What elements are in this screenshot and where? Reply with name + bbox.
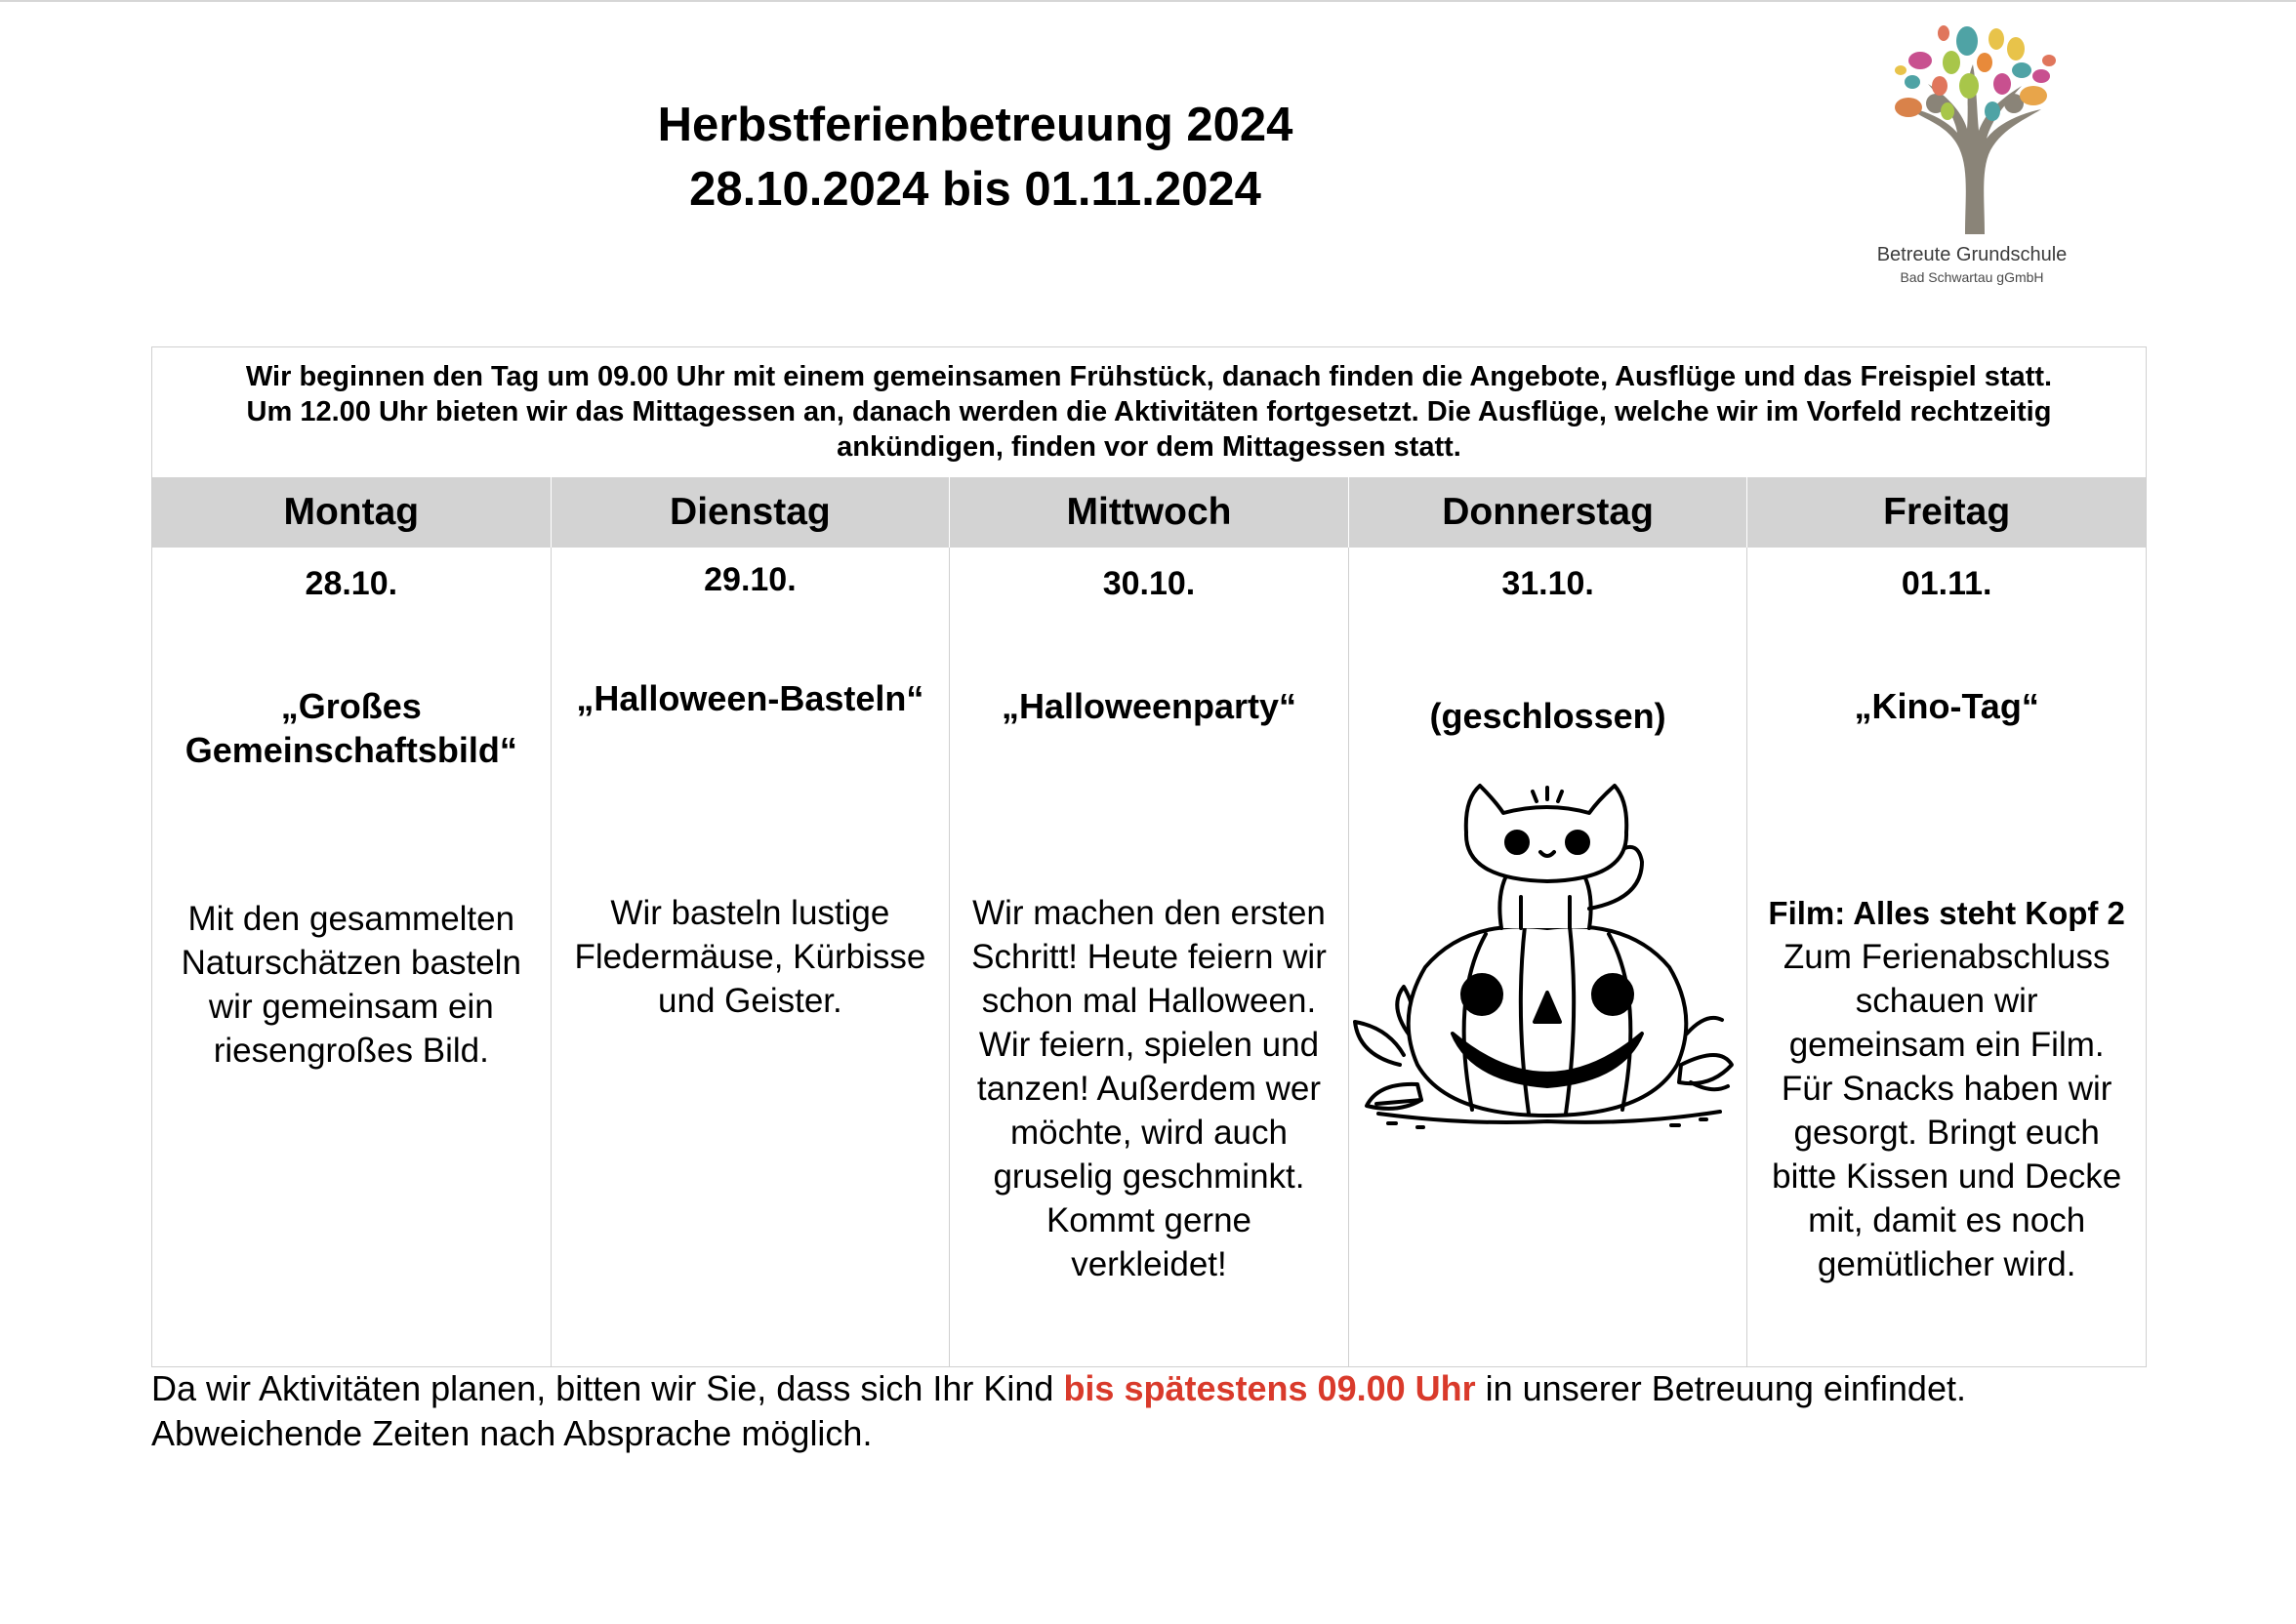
description-line: riesengroßes Bild.: [213, 1032, 489, 1070]
description-line: Mit den gesammelten: [187, 900, 515, 938]
description-line: wir gemeinsam ein: [208, 988, 494, 1026]
activity-title-line: (geschlossen): [1429, 696, 1666, 736]
footer-text: in unserer Betreuung einfindet.: [1475, 1368, 1966, 1408]
logo-subtitle: Bad Schwartau gGmbH: [1900, 269, 2044, 285]
day-date: 29.10.: [704, 561, 797, 598]
footer-highlight: bis spätestens 09.00 Uhr: [1063, 1368, 1476, 1408]
top-rule: [0, 0, 2296, 2]
page-subtitle-dates: 28.10.2024 bis 01.11.2024: [689, 163, 1261, 216]
activity-title-line: „Halloweenparty“: [1001, 686, 1297, 726]
intro-line: ankündigen, finden vor dem Mittagessen statt.: [837, 431, 1461, 463]
activity-title-line: „Großes: [280, 686, 422, 726]
description-line: Wir machen den ersten: [972, 894, 1326, 932]
activity-description: [1753, 891, 2140, 1286]
description-line: bitte Kissen und Decke: [1772, 1157, 2122, 1196]
description-line: Fledermäuse, Kürbisse: [574, 938, 926, 976]
weekday-header: Mittwoch: [950, 477, 1349, 548]
description-line: gemeinsam ein Film.: [1788, 1026, 2105, 1064]
description-line: mit, damit es noch: [1808, 1201, 2086, 1239]
activity-title: [950, 684, 1348, 728]
weekday-header-row: [152, 477, 2146, 548]
footer-line-2: Abweichende Zeiten nach Absprache möglich.: [151, 1413, 873, 1453]
activity-title-line: „Halloween-Basteln“: [576, 678, 924, 718]
activity-title: [1747, 684, 2146, 728]
activity-title-line: „Kino-Tag“: [1854, 686, 2039, 726]
activity-description: [158, 897, 545, 1073]
description-line: Kommt gerne: [1046, 1201, 1252, 1239]
day-date: 28.10.: [305, 565, 398, 602]
day-date: 30.10.: [1102, 565, 1196, 602]
day-cell-mittwoch: [950, 548, 1349, 1366]
description-line: schon mal Halloween.: [981, 982, 1317, 1020]
day-date: 31.10.: [1501, 565, 1594, 602]
description-line: Naturschätzen basteln: [181, 944, 521, 982]
description-line: Zum Ferienabschluss: [1783, 938, 2111, 976]
logo: [1850, 14, 2094, 287]
cat-on-pumpkin-illustration: [1349, 772, 1745, 1143]
intro-line: Um 12.00 Uhr bieten wir das Mittagessen an, danach werden die Aktivitäten fortgesetzt. Die Ausflüge, welche wir im Vorfeld rechtzeitig: [246, 396, 2052, 427]
day-date: 01.11.: [1901, 565, 1992, 602]
description-line: tanzen! Außerdem wer: [976, 1070, 1322, 1108]
day-cell-montag: [152, 548, 552, 1366]
activity-title-line: Gemeinschaftsbild“: [184, 730, 517, 770]
description-line: Schritt! Heute feiern wir: [971, 938, 1327, 976]
activity-title: [1349, 694, 1747, 738]
description-line: schauen wir: [1855, 982, 2038, 1020]
description-line: Für Snacks haben wir: [1781, 1070, 2112, 1108]
description-line: und Geister.: [658, 982, 842, 1020]
activity-title: [152, 684, 551, 772]
weekday-header: Donnerstag: [1349, 477, 1748, 548]
tree-logo-icon: [1850, 14, 2094, 238]
description-line: verkleidet!: [1071, 1245, 1227, 1283]
day-cell-dienstag: [552, 548, 951, 1366]
activity-description: [956, 891, 1342, 1286]
footer-note: [151, 1366, 2201, 1456]
intro-line: Wir beginnen den Tag um 09.00 Uhr mit einem gemeinsamen Frühstück, danach finden die Angebote, Ausflüge und das Freispiel statt.: [245, 361, 2053, 392]
day-content-row: [152, 548, 2146, 1366]
logo-name: Betreute Grundschule: [1876, 244, 2068, 265]
footer-text: Da wir Aktivitäten planen, bitten wir Sie, dass sich Ihr Kind: [151, 1368, 1064, 1408]
description-line: gemütlicher wird.: [1817, 1245, 2076, 1283]
weekday-header: Freitag: [1883, 491, 2011, 533]
film-title: Film: Alles steht Kopf 2: [1768, 895, 2125, 931]
weekday-header: Dienstag: [552, 477, 951, 548]
description-line: Wir basteln lustige: [610, 894, 890, 932]
description-line: Wir feiern, spielen und: [978, 1026, 1320, 1064]
description-line: möchte, wird auch: [1009, 1114, 1288, 1152]
weekday-header: Montag: [152, 477, 552, 548]
footer-line-1: [151, 1366, 2201, 1411]
day-cell-donnerstag: [1349, 548, 1748, 1366]
activity-title: [552, 676, 950, 720]
activity-description: [557, 891, 944, 1023]
page-title: Herbstferienbetreuung 2024: [657, 99, 1293, 151]
day-cell-freitag: [1747, 548, 2146, 1366]
weekly-plan-table: [151, 346, 2147, 1367]
description-line: gruselig geschminkt.: [993, 1157, 1305, 1196]
description-line: gesorgt. Bringt euch: [1793, 1114, 2100, 1152]
intro-text: [152, 347, 2146, 477]
